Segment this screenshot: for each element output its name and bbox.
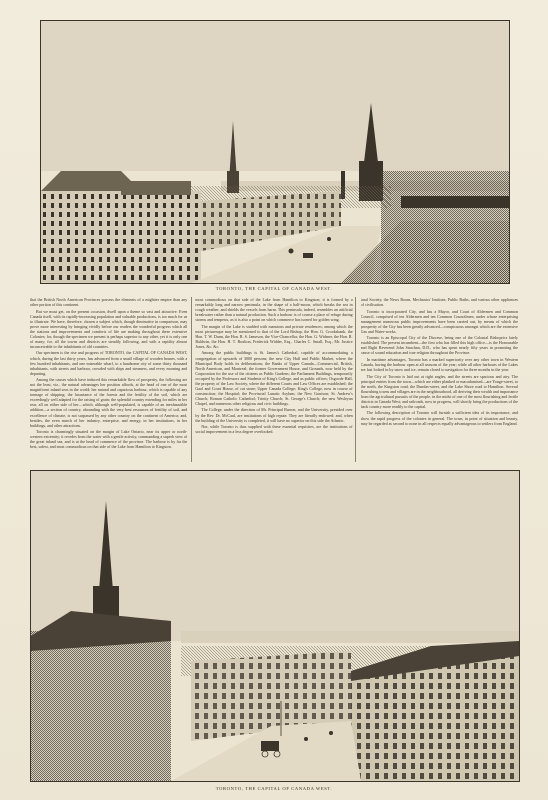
paragraph: In maritime advantages, Toronto has a marked superiority over any other town in Western Canada, having the harbour open at all seasons of the year; while all other harbours of the Lakes are fast locked in by snow and ice, remain closed to navigation for three months in the year.: [360, 357, 518, 373]
paragraph: The following description of Toronto will furnish a sufficient idea of its importance, and show the rapid progress of the colonies in general. The town, in point of situation and beauty, may be regarded as second to none in all respects equally advantageous to settlers from England.: [360, 410, 518, 426]
paragraph: Toronto is incorporated City, and has a Mayor, and Court of Aldermen and Common Council, comprised of ten Aldermen and ten Common Councilmen, under whose enterprising management numerous public improvements have been carried out, by means of which the prosperity of the City has been greatly advanced—conspicuous amongst which are the extensive Gas and Water-works.: [360, 308, 518, 334]
bottom-engraving-caption: TORONTO, THE CAPITAL OF CANADA WEST.: [215, 786, 333, 791]
paragraph: tural Society, the News Room, Mechanics' Institute, Public Baths, and various other appliances of civilisation.: [360, 297, 518, 308]
column-rule: [355, 297, 356, 462]
paragraph: Among the public buildings is St. James's Cathedral, capable of accommodating a congregation of upwards of 3000 persons; the new City Hall and Public Market, where the Municipal Body holds its deliberations; the Banks of Upper Canada—Commercial, British, North American, and Montreal; the former Government House, and Grounds, now held by the Corporation for the use of the citizens as Public Gardens; the Parliament Buildings, temporarily occupied by the Professors and Students of King's College, and as public offices; Osgoode Hall, the property of the Law Society, where the different Courts and Law Offices are established; the Gaol and Court House, of cut stone; Upper Canada College; King's College, now in course of construction; the Hospital; the Provincial Lunatic Asylum; the New Garrison; St. Andrew's Church; Roman Catholic Cathedral; Trinity Church; St. George's Church; the new Wesleyan Chapel, and numerous other religious and civic buildings.: [195, 350, 353, 406]
article-column-1: [30, 297, 187, 462]
top-engraving: [40, 20, 510, 284]
top-engraving-illustration: [41, 21, 509, 283]
article-column-2: [195, 297, 352, 462]
paragraph: Among the causes which have induced this remarkable flow of prosperity, the following are not the least, viz., the natural advantages her position affords, at the head of one of the most magnificent inland seas in the world; her natural and capacious harbour, which is capable of any tonnage of shipping; the luxuriance of the forests and the fertility of the soil, which are exceedingly well adapted for the raising of grain; the splendid country extending for miles in her rear, all on either side of her—which, although well-populated, is capable of an inexhaustible addition—a section of country, abounding with the very best resources of fertility of soil, and excellence of climate, is not surpassed by any other country on the continent of America; and, besides, the even march of her industry, enterprise, and energy, in her institutions, in her buildings, and other attractions.: [30, 377, 188, 428]
bottom-engraving-illustration: [31, 471, 519, 781]
paragraph: The margin of the Lake is studded with mansions and private residences; among which the most picturesque may be mentioned to that of the Lord Bishop, the Hon. G. Crookshank, the Hon. T. W. Dunn, the Hon. R. S. Jameson, the Vice-Chancellor, the Hon. G. Widmer, the Hon. R. Baldwin, the Hon. H. T. Boulton, Frederick Widder, Esq., Charles C. Small, Esq., Mr. Justice Jones, &c. &c.: [195, 323, 353, 349]
paragraph: that the British North American Provinces possess the elements of a mightier empire than any other portion of this continent.: [30, 297, 188, 308]
paragraph: The City of Toronto is laid out at right angles, and the streets are spacious and airy. The principal entries from the town—which are either planked or macadamised—are Yonge-street, to the north, the Kingston road, the Dundas-street, and the Lake Shore road to Hamilton. Several flourishing towns and villages are in the neighbourhood, all deriving their wealth and importance from the agricultural pursuits of the people, in the midst of one of the most flourishing and fertile districts in Canada West; and railroads, now in progress, will shortly bring the productions of the back country more readily to the capital.: [360, 373, 518, 409]
column-rule: [191, 297, 192, 462]
article-column-3: [361, 297, 518, 462]
paragraph: The College, under the direction of Mr. Principal Barron, and the University, presided over by the Rev. Dr. McCaul, are institutions of high repute. They are literally endowed; and, when the building of the University is completed, it will have no superior on this side the Atlantic.: [195, 407, 353, 423]
paragraph: But we must get, on the present occasion, dwell upon a theme so vast and attractive. Even Canada itself, with its rapidly-increasing population and valuable productions, is too much for us to illustrate. We have, therefore, chosen a subject which, though diminutive in comparison, may prove more interesting by bringing vividly before our readers the wonderful progress which all the stations and improvements and comforts of life are making throughout these extensive Colonies; for, though the specimen we present is perhaps superior to any other, yet it is only one of many; for, all the towns and districts are steadily following, and with a rapidity almost inconceivable to the inhabitants of old countries.: [30, 308, 188, 349]
article-body: [30, 297, 518, 462]
paragraph: Toronto is charmingly situated on the margin of Lake Ontario, near its upper or north-western extremity; it recedes from the water with a gentle activity, commanding a superb view of the great inland sea, and is at the head of commerce of the province. The harbour is by far the best, safest, and most commodious on that side of the Lake from Hamilton to Kingston.: [30, 429, 188, 450]
bottom-engraving: [30, 470, 520, 782]
paragraph: Our specimen is the rise and progress of TORONTO, the CAPITAL OF CANADA WEST, which, during the last thirty years, has advanced from a small village of wooden houses, with a few hundred inhabitants, and one miserable wharf, to a handsome city of some thirty thousand inhabitants, with streets and harbour, crowded with ships and steamers, and every morning and departing.: [30, 350, 188, 376]
paragraph: Nor, while Toronto is thus supplied with these essential requisites, are the institutions of social improvement in a less degree overlooked.: [195, 424, 353, 435]
paragraph: Toronto is an Episcopal City of the Diocese, being one of the Colonial Bishoprics lately established. The present incumbent—the first who has filled this high office—is the Honourable and Right Reverend John Strachan, D.D., who has spent nearly fifty years in promoting the cause of sound education and true religion throughout the Province.: [360, 335, 518, 356]
top-engraving-caption: TORONTO, THE CAPITAL OF CANADA WEST.: [215, 286, 333, 291]
paragraph: most commodious on that side of the Lake from Hamilton to Kingston; it is formed by a remarkably long and narrow peninsula, in the shape of a half-moon, which breaks the sea in rough weather, and shields the vessels from harm. This peninsula, indeed, resembles an artificial breakwater rather than a natural production. Such a harbour is of course a place of refuge during storms and tempests, as it is also a point on which commerce has turned for golden wing.: [195, 297, 353, 323]
